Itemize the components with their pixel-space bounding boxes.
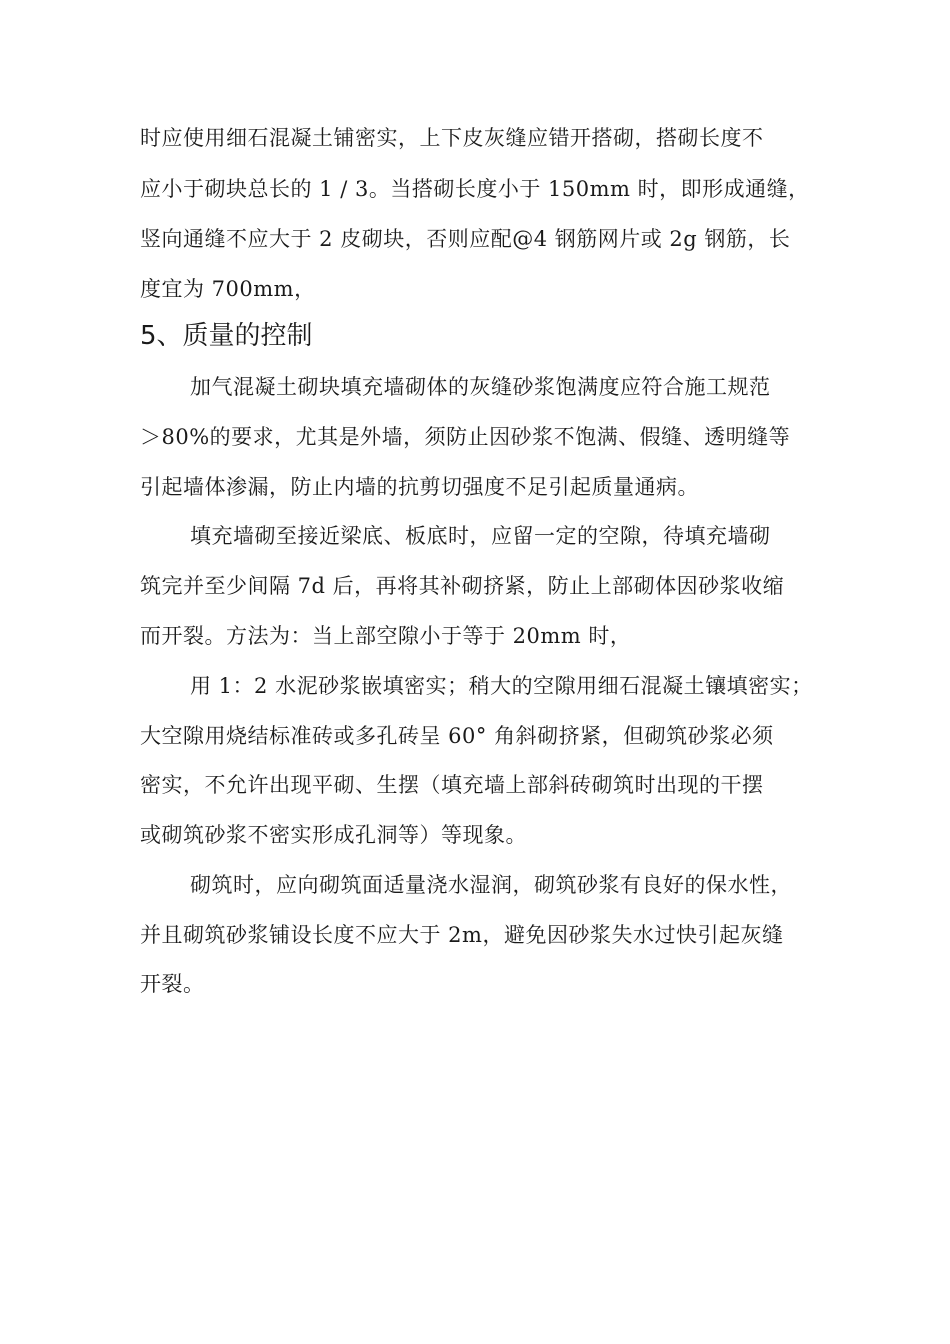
paragraph-3-line-1: 填充墙砌至接近梁底、板底时，应留一定的空隙，待填充墙砌 bbox=[190, 524, 771, 548]
paragraph-4-line-4: 或砌筑砂浆不密实形成孔洞等）等现象。 bbox=[140, 823, 527, 847]
paragraph-4-line-3: 密实，不允许出现平砌、生摆（填充墙上部斜砖砌筑时出现的干摆 bbox=[140, 773, 764, 797]
paragraph-4-line-1: 用 1：2 水泥砂浆嵌填密实；稍大的空隙用细石混凝土镶填密实； bbox=[190, 674, 813, 698]
paragraph-5-line-1: 砌筑时，应向砌筑面适量浇水湿润，砌筑砂浆有良好的保水性， bbox=[190, 873, 792, 897]
section-heading: 5、质量的控制 bbox=[140, 321, 313, 351]
paragraph-1-line-1: 时应使用细石混凝土铺密实，上下皮灰缝应错开搭砌，搭砌长度不 bbox=[140, 126, 764, 150]
paragraph-2-line-1: 加气混凝土砌块填充墙砌体的灰缝砂浆饱满度应符合施工规范 bbox=[190, 375, 771, 399]
paragraph-3-line-3: 而开裂。方法为：当上部空隙小于等于 20mm 时， bbox=[140, 624, 632, 648]
paragraph-4-line-2: 大空隙用烧结标准砖或多孔砖呈 60° 角斜砌挤紧，但砌筑砂浆必须 bbox=[140, 724, 774, 748]
paragraph-3-line-2: 筑完并至少间隔 7d 后，再将其补砌挤紧，防止上部砌体因砂浆收缩 bbox=[140, 574, 785, 598]
paragraph-5-line-3: 开裂。 bbox=[140, 972, 205, 996]
paragraph-2-line-2: ＞80%的要求，尤其是外墙，须防止因砂浆不饱满、假缝、透明缝等 bbox=[140, 425, 791, 449]
paragraph-1-line-3: 竖向通缝不应大于 2 皮砌块，否则应配@4 钢筋网片或 2g 钢筋，长 bbox=[140, 227, 791, 251]
paragraph-1-line-2: 应小于砌块总长的 1 / 3。当搭砌长度小于 150mm 时，即形成通缝， bbox=[140, 177, 810, 201]
paragraph-1-line-4: 度宜为 700mm， bbox=[140, 277, 316, 301]
paragraph-2-line-3: 引起墙体渗漏，防止内墙的抗剪切强度不足引起质量通病。 bbox=[140, 475, 699, 499]
paragraph-5-line-2: 并且砌筑砂浆铺设长度不应大于 2m，避免因砂浆失水过快引起灰缝 bbox=[140, 923, 784, 947]
